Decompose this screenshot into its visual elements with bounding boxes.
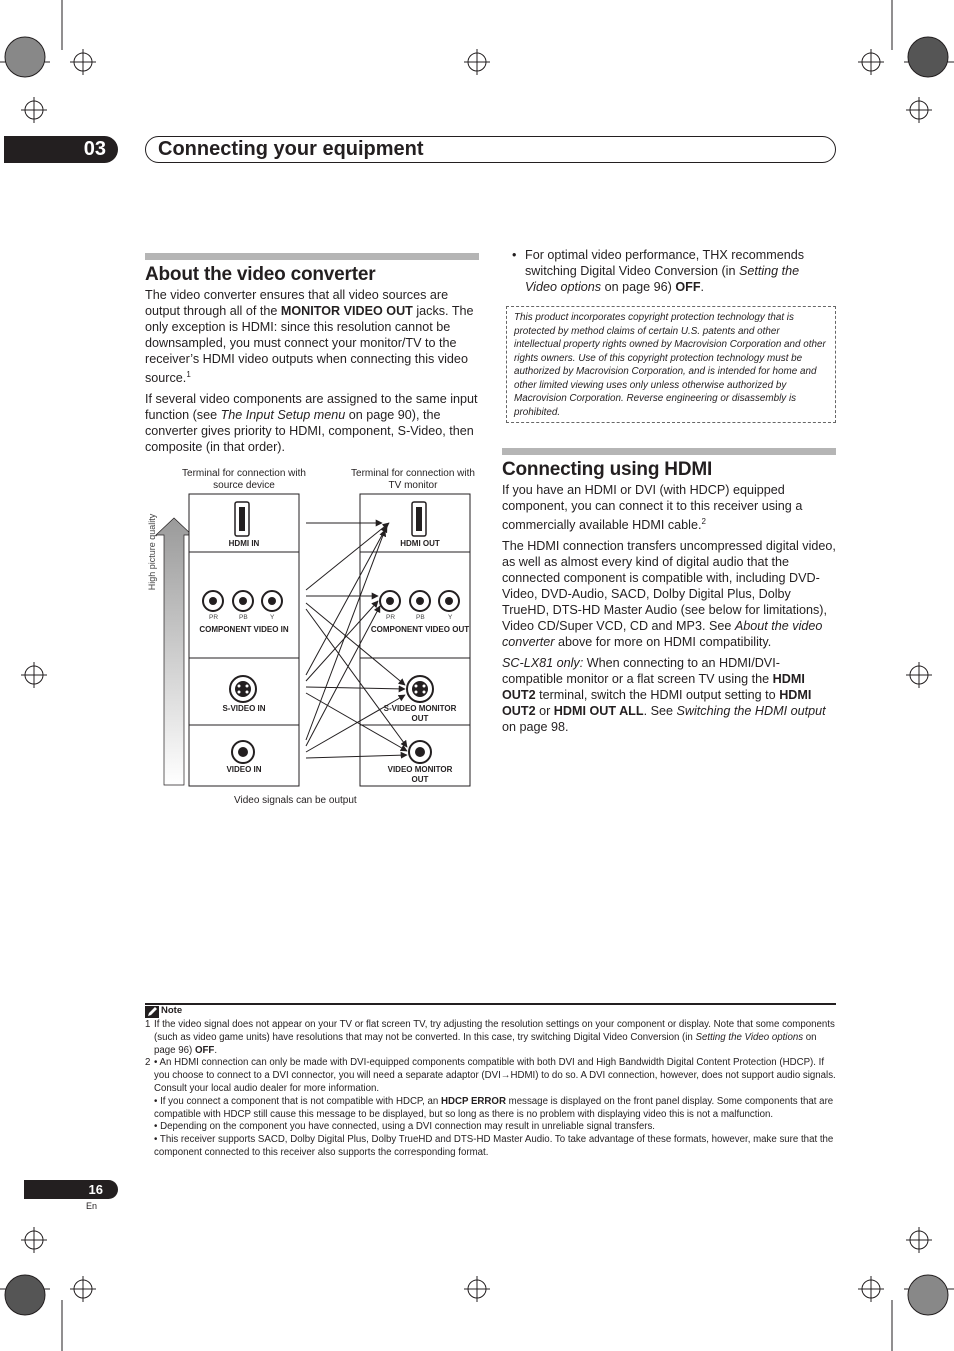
s-video-in-jack [230,676,256,702]
label-component-in: COMPONENT VIDEO IN [199,625,289,634]
chapter-number: 03 [4,136,118,163]
label-s-video-out: S-VIDEO MONITOR OUT [383,704,457,723]
language-code: En [86,1201,98,1211]
paragraph: The HDMI connection transfers uncompressed digital video, as well as almost every kind of digital audio that the connected component is compatible with, including DVD-Video, DVD-Audio, SACD, Dolby Digital Plus, Dolby TrueHD, DTS-HD Master Audio (see below for limitations), Video CD/Super VCD, CD and MP3. See About the video converter above for more on HDMI compatibility. [502,539,836,650]
note-title: Note [161,1005,183,1016]
footnote-1: 1 If the video signal does not appear on your TV or flat screen TV, try adjusting the resolution settings on your component or display. Note that some components (such as video game units) have resolutions that may not be converted. In this case, try switching Digital Video Conversion (in Setting the Video options on page 96) OFF. [145,1019,835,1056]
footnotes [145,1019,836,1160]
thx-bullet: • For optimal video performance, THX recommends switching Digital Video Conversion (in Setting the Video options on page 96) OFF. [512,248,805,294]
section-bar [502,448,836,455]
label-component-out: COMPONENT VIDEO OUT [370,625,470,634]
axis-label-quality: High picture quality [147,513,157,591]
label-hdmi-in: HDMI IN [228,539,260,548]
hdmi-body [502,482,836,740]
video-in-jack [232,741,254,763]
caption-source: Terminal for connection with source device [182,468,306,491]
chapter-title: Connecting your equipment [145,136,836,163]
video-converter-diagram [140,490,480,790]
legend-text: Video signals can be output [234,795,357,806]
section-bar [145,253,479,260]
label-hdmi-out: HDMI OUT [400,539,440,548]
jack-label-y: Y [448,614,453,621]
page-number: 16 [24,1180,118,1199]
footnote-2: 2 • An HDMI connection can only be made with DVI-equipped components compatible with both DVI and High Bandwidth Digital Content Protection (HDCP). If you choose to connect to a DVI connector, you will need a separate adaptor (DVI→HDMI) to do so. A DVI connection, however, does not support audio signals. Consult your local audio dealer for more information. • If you connect a component that is not compatible with HDCP, an HDCP ERROR message is displayed on the front panel display. Some components that are compatible with HDCP still cause this message to be displayed, but so long as there is no problem with displaying video this is not a malfunction. • Depending on the component you have connected, using a DVI connection may result in unreliable signal transfers. • This receiver supports SACD, Dolby Digital Plus, Dolby TrueHD and DTS-HD Master Audio. To take advantage of these formats, however, make sure that the component connected to this receiver also supports the corresponding format. [145,1057,836,1158]
label-video-out: VIDEO MONITOR OUT [387,765,453,784]
jack-label-pr: PR [209,614,219,621]
paragraph: SC-LX81 only: When connecting to an HDMI/DVI-compatible monitor or a flat screen TV using the HDMI OUT2 terminal, switch the HDMI output setting to HDMI OUT2 or HDMI OUT ALL. See Switching the HDMI output on page 98. [502,656,826,735]
caption-monitor: Terminal for connection with TV monitor [351,468,475,491]
pencil-icon [145,1006,159,1018]
jack-label-pb: PB [416,614,425,621]
label-video-in: VIDEO IN [226,765,262,774]
section-heading-hdmi: Connecting using HDMI [502,459,713,480]
quality-arrow [156,518,192,785]
jack-label-pb: PB [239,614,248,621]
macrovision-notice: This product incorporates copyright protection technology that is protected by method claims of certain U.S. patents and other intellectual property rights owned by Macrovision Corporation and other rights owners. Use of this copyright protection technology must be authorized by Macrovision Corporation, and is intended for home and other limited viewing uses only unless otherwise authorized by Macrovision Corporation. Reverse engineering or disassembly is prohibited. [506,306,836,423]
video-out-jack [409,741,431,763]
jack-label-pr: PR [386,614,396,621]
label-s-video-in: S-VIDEO IN [222,704,266,713]
s-video-out-jack [407,676,433,702]
hdmi-out-connector [412,502,426,536]
note-rule [145,1003,836,1005]
paragraph: The video converter ensures that all video sources are output through all of the MONITOR VIDEO OUT jacks. The only exception is HDMI: since this resolution cannot be downsampled, you must connect your monitor/TV to the receiver’s HDMI video outputs when connecting this video source.$^1$ [145,288,474,386]
hdmi-in-connector [235,502,249,536]
section-heading-video-converter: About the video converter [145,264,376,285]
video-converter-body [145,287,479,460]
paragraph: If several video components are assigned to the same input function (see The Input Setup menu on page 90), the converter gives priority to HDMI, component, S-Video, then composite (in that order). [145,392,478,455]
bullet: • [512,248,517,262]
jack-label-y: Y [270,614,275,621]
paragraph: If you have an HDMI or DVI (with HDCP) equipped component, you can connect it to this receiver using a commercially available HDMI cable.$^2$ [502,483,803,533]
